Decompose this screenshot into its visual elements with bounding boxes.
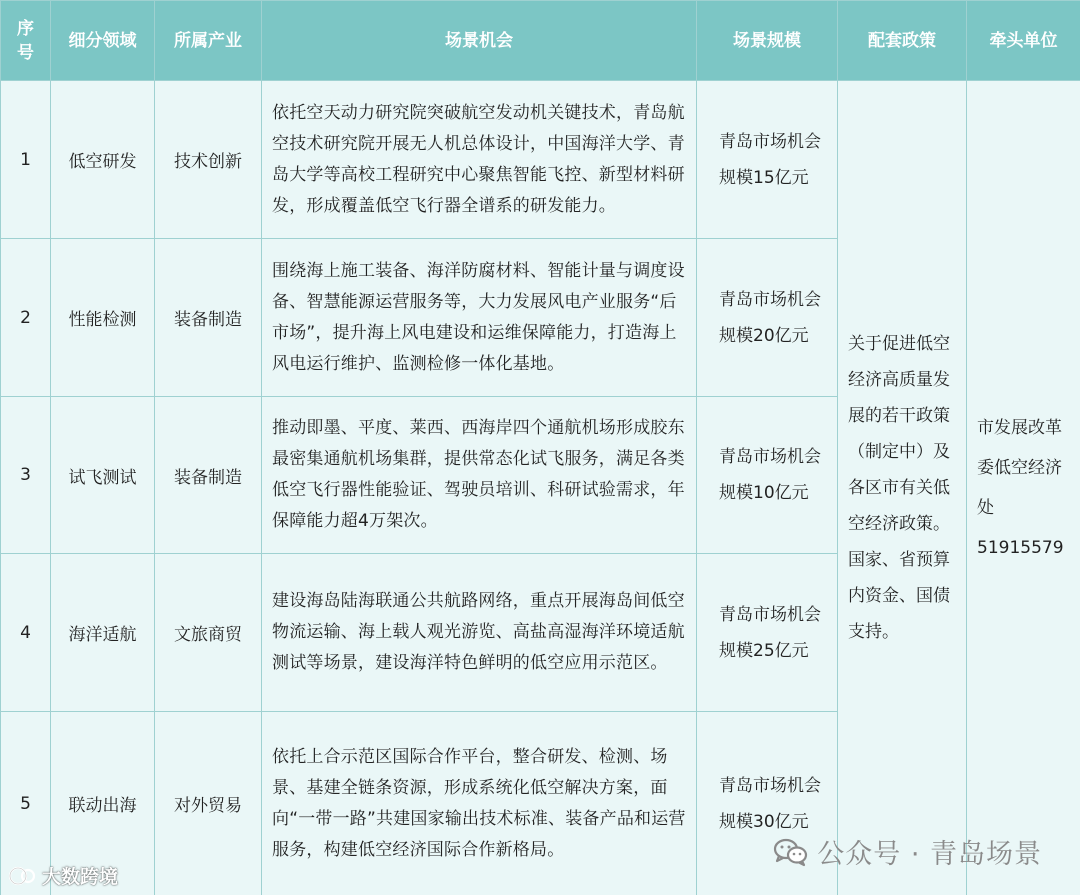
scene-cell: 建设海岛陆海联通公共航路网络，重点开展海岛间低空物流运输、海上载人观光游览、高盐高湿海洋环境适航测试等场景，建设海洋特色鲜明的低空应用示范区。 [262, 554, 697, 712]
field-cell: 低空研发 [51, 81, 155, 239]
field-cell: 性能检测 [51, 239, 155, 397]
header-lead: 牵头单位 [967, 1, 1080, 81]
header-scale: 场景规模 [697, 1, 838, 81]
policy-cell: 关于促进低空经济高质量发展的若干政策（制定中）及各区市有关低空经济政策。国家、省预算内资金、国债支持。 [838, 81, 967, 895]
circle-logo-icon [8, 865, 38, 887]
industry-cell: 对外贸易 [155, 712, 262, 895]
scale-cell: 青岛市场机会规模10亿元 [697, 397, 838, 554]
industry-cell: 装备制造 [155, 397, 262, 554]
watermark-left-text: 大数跨境 [42, 866, 119, 888]
header-policy: 配套政策 [838, 1, 967, 81]
scale-cell: 青岛市场机会规模20亿元 [697, 239, 838, 397]
field-cell: 海洋适航 [51, 554, 155, 712]
watermark-dashukuajing [8, 862, 118, 889]
industry-cell: 装备制造 [155, 239, 262, 397]
scene-cell: 依托空天动力研究院突破航空发动机关键技术，青岛航空技术研究院开展无人机总体设计，中国海洋大学、青岛大学等高校工程研究中心聚焦智能飞控、新型材料研发，形成覆盖低空飞行器全谱系的研发能力。 [262, 81, 697, 239]
watermark-right-text: 公众号 · 青岛场景 [817, 839, 1042, 870]
watermark-wechat-account [773, 832, 1042, 871]
header-field: 细分领域 [51, 1, 155, 81]
row-number: 3 [1, 397, 51, 554]
field-cell: 试飞测试 [51, 397, 155, 554]
table-row [1, 81, 1080, 239]
industry-cell: 文旅商贸 [155, 554, 262, 712]
header-no: 序号 [1, 1, 51, 81]
header-scene: 场景机会 [262, 1, 697, 81]
lead-unit-cell: 市发展改革委低空经济处51915579 [967, 81, 1080, 895]
scale-cell: 青岛市场机会规模30亿元 [697, 712, 838, 895]
row-number: 5 [1, 712, 51, 895]
scene-cell: 依托上合示范区国际合作平台，整合研发、检测、场景、基建全链条资源，形成系统化低空解决方案，面向“一带一路”共建国家输出技术标准、装备产品和运营服务，构建低空经济国际合作新格局。 [262, 712, 697, 895]
scene-cell: 围绕海上施工装备、海洋防腐材料、智能计量与调度设备、智慧能源运营服务等，大力发展风电产业服务“后市场”，提升海上风电建设和运维保障能力，打造海上风电运行维护、监测检修一体化基地。 [262, 239, 697, 397]
scale-cell: 青岛市场机会规模25亿元 [697, 554, 838, 712]
row-number: 4 [1, 554, 51, 712]
wechat-icon [773, 837, 809, 867]
industry-cell: 技术创新 [155, 81, 262, 239]
scene-cell: 推动即墨、平度、莱西、西海岸四个通航机场形成胶东最密集通航机场集群，提供常态化试飞服务，满足各类低空飞行器性能验证、驾驶员培训、科研试验需求，年保障能力超4万架次。 [262, 397, 697, 554]
scale-cell: 青岛市场机会规模15亿元 [697, 81, 838, 239]
field-cell: 联动出海 [51, 712, 155, 895]
header-industry: 所属产业 [155, 1, 262, 81]
row-number: 2 [1, 239, 51, 397]
row-number: 1 [1, 81, 51, 239]
header-row [1, 1, 1080, 81]
